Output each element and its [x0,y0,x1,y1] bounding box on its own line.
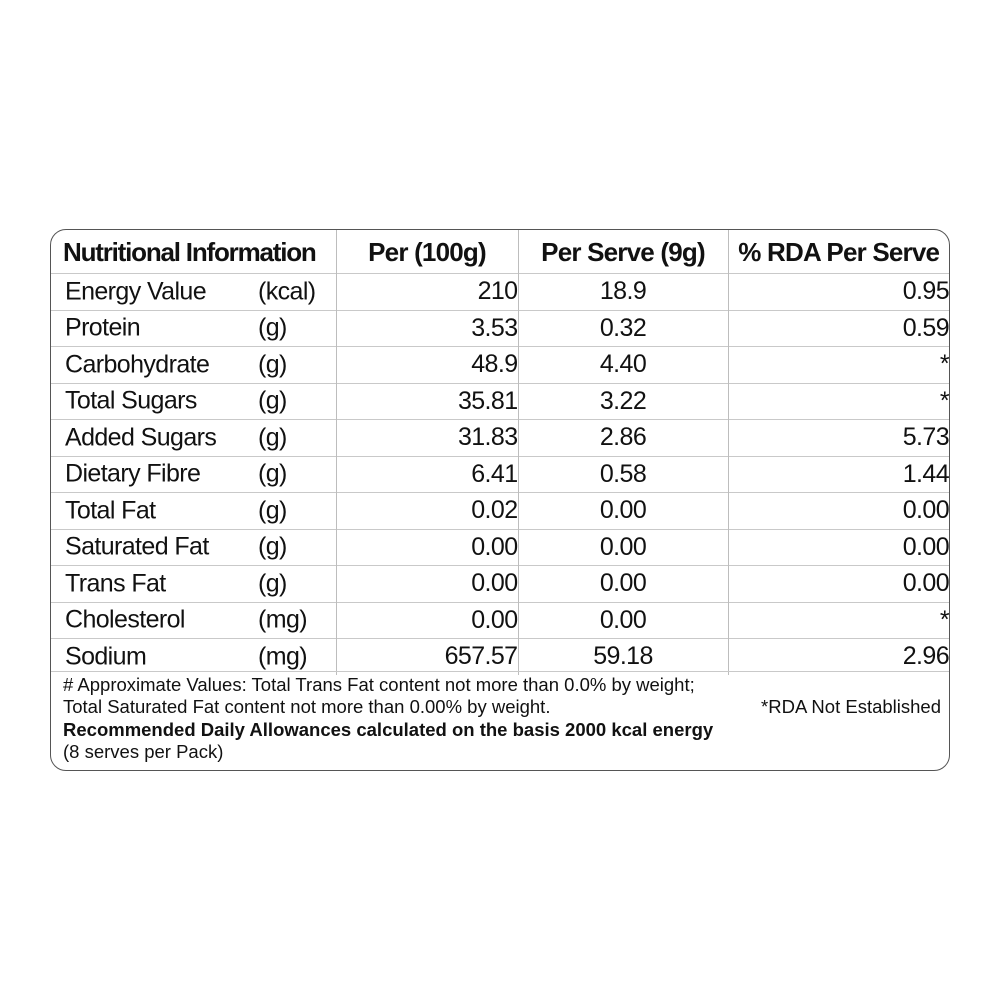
header-nutritional-information: Nutritional Information [63,237,316,267]
table-row [51,529,949,566]
nutrient-unit: (g) [258,459,287,488]
nutrient-cell [51,456,336,493]
table-row [51,310,949,347]
per-serve-value: 0.00 [518,529,728,566]
nutrition-panel [50,229,950,771]
header-rda-per-serve: % RDA Per Serve [728,230,949,274]
header-row [51,230,949,274]
nutrient-name: Dietary Fibre [65,459,201,488]
table-row [51,383,949,420]
per-serve-value: 4.40 [518,347,728,384]
nutrient-cell [51,310,336,347]
footnote-serves-per-pack: (8 serves per Pack) [63,741,224,762]
table-row [51,566,949,603]
nutrient-unit: (mg) [258,642,307,671]
per-100g-value: 48.9 [336,347,518,384]
per-100g-value: 31.83 [336,420,518,457]
nutrient-name: Trans Fat [65,569,166,598]
per-100g-value: 3.53 [336,310,518,347]
table-row [51,602,949,639]
nutrient-cell [51,383,336,420]
nutrient-name: Added Sugars [65,423,217,452]
per-serve-value: 18.9 [518,274,728,311]
rda-value: * [728,602,949,639]
rda-value: 0.00 [728,529,949,566]
rda-value: 0.00 [728,566,949,603]
table-row [51,456,949,493]
rda-value: 1.44 [728,456,949,493]
per-serve-value: 3.22 [518,383,728,420]
nutrient-cell [51,529,336,566]
rda-value: 0.00 [728,493,949,530]
nutrient-cell [51,347,336,384]
nutrient-unit: (g) [258,423,287,452]
per-100g-value: 0.00 [336,566,518,603]
per-100g-value: 0.00 [336,529,518,566]
nutrient-name: Energy Value [65,277,207,306]
nutrient-unit: (g) [258,386,287,415]
nutrient-unit: (g) [258,313,287,342]
nutrient-name: Carbohydrate [65,350,210,379]
nutrient-cell [51,493,336,530]
nutrient-name: Protein [65,313,141,342]
nutrition-table [51,230,949,675]
nutrient-cell [51,639,336,675]
nutrient-name: Cholesterol [65,605,185,634]
footnote-rda-not-established: *RDA Not Established [761,696,941,717]
per-100g-value: 210 [336,274,518,311]
rda-value: * [728,383,949,420]
per-serve-value: 0.00 [518,566,728,603]
per-serve-value: 2.86 [518,420,728,457]
nutrient-cell [51,602,336,639]
footnote-rda-basis: Recommended Daily Allowances calculated on the basis 2000 kcal energy [63,719,714,740]
per-100g-value: 657.57 [336,639,518,675]
table-row [51,639,949,675]
nutrient-cell [51,274,336,311]
nutrient-cell [51,420,336,457]
rda-value: 2.96 [728,639,949,675]
nutrient-name: Total Sugars [65,386,197,415]
per-serve-value: 59.18 [518,639,728,675]
per-100g-value: 0.02 [336,493,518,530]
nutrient-unit: (mg) [258,605,307,634]
per-serve-value: 0.00 [518,493,728,530]
nutrient-unit: (kcal) [258,277,316,306]
table-row [51,274,949,311]
rda-value: * [728,347,949,384]
per-100g-value: 35.81 [336,383,518,420]
table-row [51,347,949,384]
per-serve-value: 0.58 [518,456,728,493]
nutrient-name: Saturated Fat [65,532,209,561]
footnote-saturated-fat: Total Saturated Fat content not more than 0.00% by weight. [63,696,551,717]
nutrient-unit: (g) [258,496,287,525]
nutrient-name: Sodium [65,642,147,671]
header-per-serve: Per Serve (9g) [518,230,728,274]
rda-value: 0.59 [728,310,949,347]
nutrient-unit: (g) [258,350,287,379]
footnote-approximate-values: # Approximate Values: Total Trans Fat content not more than 0.0% by weight; [63,674,695,695]
rda-value: 5.73 [728,420,949,457]
per-100g-value: 6.41 [336,456,518,493]
header-per-100g: Per (100g) [336,230,518,274]
nutrient-unit: (g) [258,569,287,598]
nutrient-name: Total Fat [65,496,156,525]
per-serve-value: 0.32 [518,310,728,347]
nutrient-cell [51,566,336,603]
footnotes [51,671,949,771]
rda-value: 0.95 [728,274,949,311]
table-row [51,420,949,457]
per-100g-value: 0.00 [336,602,518,639]
table-row [51,493,949,530]
per-serve-value: 0.00 [518,602,728,639]
nutrient-unit: (g) [258,532,287,561]
